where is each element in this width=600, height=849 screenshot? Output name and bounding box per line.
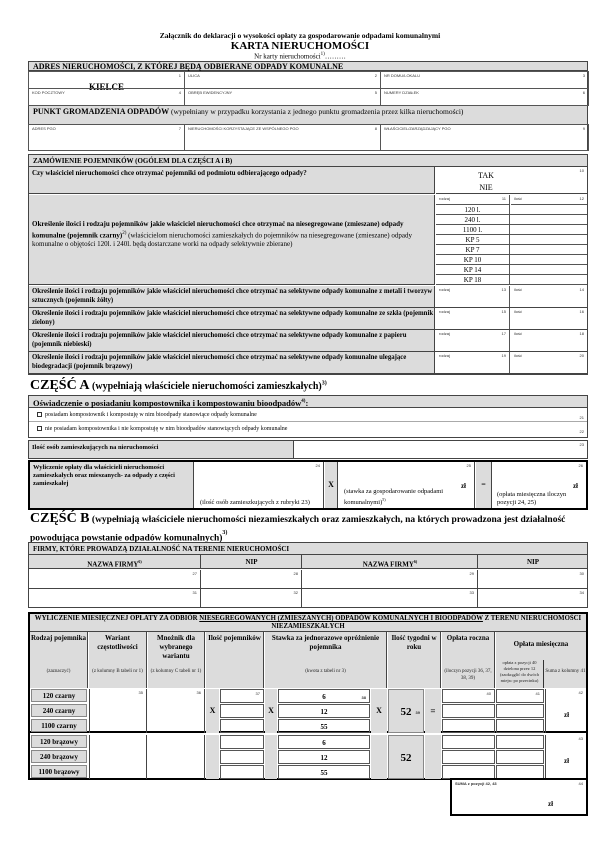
selective-container-list xyxy=(29,286,587,374)
equals-sign xyxy=(425,735,441,779)
multiply-sign xyxy=(206,735,219,779)
multiply-sign xyxy=(371,735,387,779)
calc-table-header xyxy=(30,632,586,688)
house-number-field[interactable]: NR DOMU/LOKALU 3 xyxy=(380,71,589,89)
column-header: Ilość pojemników xyxy=(206,632,264,688)
multiply-sign: X xyxy=(325,462,338,508)
container-count-field[interactable] xyxy=(220,704,264,718)
rate-value: 12 xyxy=(278,750,370,764)
nip-field[interactable]: 32 xyxy=(202,589,302,608)
black-size-row xyxy=(436,225,587,235)
annual-fee-field[interactable] xyxy=(442,750,495,764)
rate-field[interactable]: 25 zł (stawka za gospodarowanie odpadami komunalnymi)$^{5)}$ xyxy=(339,462,475,508)
container-type-option[interactable]: 240 czarny xyxy=(31,704,87,717)
size-option[interactable]: 240 l. xyxy=(436,215,510,225)
part-a-heading: CZĘŚĆ A (wypełniają właściciele nieruchomości zamieszkałych)$^{3)}$ xyxy=(30,378,327,393)
card-number-label: Nr karty nieruchomości xyxy=(254,52,321,61)
column-header: Opłata miesięczna opłata z pozycji 40 dzielona przez 12 (zaokrąglić do dwóch miejsc po przecinku) Suma z kolumny 41 xyxy=(496,632,586,688)
cadastral-district-field[interactable]: OBRĘB EWIDENCYJNY 5 xyxy=(184,88,381,106)
monthly-fee-field[interactable] xyxy=(496,765,544,779)
type-field[interactable]: rodzaj 13 xyxy=(436,286,510,307)
black-size-row xyxy=(436,235,587,245)
weeks-value: 52 xyxy=(388,735,424,779)
multiply-sign: X xyxy=(371,689,387,733)
card-number-value[interactable]: ……… xyxy=(324,52,346,61)
monthly-fee-field[interactable] xyxy=(496,735,544,749)
quantity-field[interactable] xyxy=(511,225,587,235)
nip-field[interactable]: 28 xyxy=(202,570,302,589)
pgo-address-field[interactable]: ADRES PGO 7 xyxy=(28,124,185,151)
container-count-field[interactable] xyxy=(220,719,264,733)
firm-name-field[interactable]: 31 xyxy=(29,589,201,608)
black-size-row xyxy=(436,205,587,215)
container-order-section xyxy=(28,154,588,375)
container-question: Czy właściciel nieruchomości chce otrzymać pojemniki od podmiotu odbierającego odpady? xyxy=(29,167,435,194)
firm-name-field[interactable]: 33 xyxy=(303,589,478,608)
quantity-field[interactable] xyxy=(511,275,587,285)
rate-value: 55 xyxy=(278,765,370,779)
black-size-row xyxy=(436,265,587,275)
monthly-fee-field[interactable] xyxy=(496,750,544,764)
equals-sign: = xyxy=(425,689,441,733)
size-option[interactable]: KP 10 xyxy=(436,255,510,265)
multiply-sign: X xyxy=(265,689,277,733)
monthly-sum-field[interactable]: 43 zł xyxy=(545,735,586,779)
persons-label-cell: Ilość osób zamieszkujących na nieruchomości xyxy=(29,441,294,458)
order-section-title: ZAMÓWIENIE POJEMNIKÓW (OGÓLEM DLA CZĘŚCI A i B) xyxy=(29,155,587,167)
monthly-fee-field[interactable] xyxy=(496,704,544,718)
nip-field[interactable]: 34 xyxy=(579,590,584,595)
black-size-row xyxy=(436,255,587,265)
black-size-list xyxy=(436,205,587,285)
option-yes[interactable]: TAK xyxy=(478,171,494,180)
quantity-field[interactable] xyxy=(511,235,587,245)
city-field[interactable]: 1 KIELCE xyxy=(28,71,185,89)
quantity-field[interactable] xyxy=(511,265,587,275)
quantity-field[interactable] xyxy=(511,205,587,215)
firms-section xyxy=(28,542,588,608)
firm-name-field[interactable]: 29 xyxy=(303,570,478,589)
black-size-row xyxy=(436,215,587,225)
persons-field[interactable]: 23 xyxy=(579,442,584,447)
container-count-field[interactable] xyxy=(220,750,264,764)
black-size-row xyxy=(436,275,587,285)
black-container-grid: rodzaj 11 ilość 12 120 l. 240 l. 1100 l. KP 5 KP 7 KP 10 KP 14 KP 18 xyxy=(436,195,587,285)
container-type-option[interactable]: 120 czarny xyxy=(31,689,87,702)
checkbox-icon[interactable] xyxy=(37,412,42,417)
calc-table-title: WYLICZENIE MIESIĘCZNEJ OPŁATY ZA ODBIÓR NIESEGREGOWANYCH (ZMIESZANYCH) ODPADÓW KOMUNALNYCH I BIOODPADÓW Z TERENU NIERUCHOMOŚCI NIEZAMIESZKAŁYCH xyxy=(30,614,586,632)
frequency-variant-field[interactable] xyxy=(89,735,147,779)
persons-count-field[interactable]: 24 (ilość osób zamieszkujących z rubryki 23) xyxy=(195,462,324,508)
container-type-option[interactable]: 120 brązowy xyxy=(31,735,87,748)
frequency-variant-field[interactable]: 35 xyxy=(89,689,147,733)
quantity-field[interactable] xyxy=(511,215,587,225)
size-option[interactable]: 120 l. xyxy=(436,205,510,215)
quantity-field[interactable] xyxy=(511,245,587,255)
compost-option-yes[interactable]: posiadam kompostownik i kompostuję w nim bioodpady stanowiące odpady komunalne 21 xyxy=(29,408,587,422)
annual-fee-field[interactable] xyxy=(442,704,495,718)
persons-row xyxy=(28,440,588,459)
non-residential-calc-table xyxy=(28,612,588,780)
size-option[interactable]: KP 14 xyxy=(436,265,510,275)
firms-header-row: NAZWA FIRMY$^{6)}$ NIP NAZWA FIRMY$^{6)}$ NIP xyxy=(29,555,587,569)
address-section xyxy=(28,61,588,151)
black-size-row xyxy=(436,245,587,255)
container-count-field[interactable]: 37 xyxy=(220,689,264,703)
city-value: KIELCE xyxy=(89,82,125,92)
quantity-field[interactable]: ilość 16 xyxy=(514,309,584,314)
weeks-value: 52 39 xyxy=(388,689,424,733)
total-sum-field[interactable]: SUMA z pozycji 42, 43 44 zł xyxy=(450,778,588,816)
pgo-shared-properties-field[interactable]: NIERUCHOMOŚCI KORZYSTAJĄCE ZE WSPÓLNEGO PGO 8 xyxy=(184,124,381,151)
compost-option-no[interactable]: nie posiadam kompostownika i nie kompostuję w nim bioodpadów stanowiących odpady komunalne 22 xyxy=(29,422,587,436)
multiplier-field[interactable]: 36 xyxy=(148,689,205,733)
checkbox-icon[interactable] xyxy=(37,426,42,431)
black-container-description: Określenie ilości i rodzaju pojemników jakie właściciel nieruchomości chce otrzymać na niesegregowane (zmieszane) odpady komunalne (pojemnik czarny)$^{2)}$ (właścicielom nieruchomości zamieszkałych do pojemników na niesegregowane (zmieszane) odpady komunalne o objętości 120l. i 240l. będą dostarczane worki na odpady selektywnie zbierane) xyxy=(29,195,435,285)
pgo-section-title: PUNKT GROMADZENIA ODPADÓW (wypełniany w przypadku korzystania z jednego punktu gromadzenia przez kilka nieruchomości) xyxy=(29,106,587,124)
size-option[interactable]: KP 18 xyxy=(436,275,510,285)
document-title: KARTA NIERUCHOMOŚCI xyxy=(230,40,370,52)
multiply-sign: X xyxy=(206,689,219,733)
option-no[interactable]: NIE xyxy=(479,183,493,192)
monthly-fee-field[interactable]: 26 zł (opłata miesięczna iloczyn pozycji 24, 25) xyxy=(497,463,583,506)
size-option[interactable]: KP 5 xyxy=(436,235,510,245)
street-field[interactable]: ULICA 2 xyxy=(184,71,381,89)
firm-row xyxy=(29,589,587,608)
container-count-field[interactable] xyxy=(220,735,264,749)
postal-code-field[interactable]: KOD POCZTOWY 4 xyxy=(28,88,185,106)
monthly-sum-field[interactable]: 42 zł xyxy=(545,689,586,733)
multiplier-field[interactable] xyxy=(148,735,205,779)
fee-calculation-row xyxy=(28,460,588,510)
rate-value: 55 xyxy=(278,719,370,733)
pgo-owner-field[interactable]: WŁAŚCICIEL/ZARZĄDZAJĄCY PGO 9 xyxy=(380,124,589,151)
rate-value: 12 xyxy=(278,704,370,718)
multiply-sign xyxy=(265,735,277,779)
container-group xyxy=(30,735,586,779)
quantity-field[interactable]: ilość 14 xyxy=(514,287,584,292)
card-number xyxy=(0,52,600,60)
selective-container-row: Określenie ilości i rodzaju pojemników jakie właściciel nieruchomości chce otrzymać na selektywne odpady komunalne z papieru (pojemnik niebieski) rodzaj 17 ilość 18 xyxy=(29,330,587,352)
rate-value: 6 xyxy=(278,735,370,749)
selective-container-row: Określenie ilości i rodzaju pojemników jakie właściciel nieruchomości chce otrzymać na selektywne odpady komunalne ulegające biodegradacji (pojemnik brązowy) rodzaj 19 ilość 20 xyxy=(29,352,587,374)
part-b-heading: CZĘŚĆ B (wypełniają właściciele nieruchomości niezamieszkałych oraz zamieszkałych, na których prowadzona jest działalność powodująca powstanie odpadów komunalnych)$^{3)}$ xyxy=(30,511,566,544)
firms-title: FIRMY, KTÓRE PROWADZĄ DZIAŁALNOŚĆ NA TERENIE NIERUCHOMOŚCI xyxy=(29,543,587,555)
type-field[interactable]: rodzaj 15 xyxy=(436,308,510,329)
firms-rows xyxy=(29,570,587,608)
fee-calc-label-cell: Wyliczenie opłaty dla właścicieli nieruchomości zamieszkałych oraz mieszanych- za odpady z części zamieszkałej xyxy=(30,462,194,508)
type-field[interactable]: rodzaj 17 xyxy=(436,330,510,351)
annual-fee-field[interactable] xyxy=(442,765,495,779)
type-field[interactable]: rodzaj 19 xyxy=(436,352,510,373)
column-header: Mnożnik dla wybranego wariantu (z kolumny C tabeli nr 1) xyxy=(148,632,205,688)
firm-row xyxy=(29,570,587,589)
equals-sign: = xyxy=(476,462,492,508)
quantity-field[interactable] xyxy=(511,255,587,265)
footnote-ref: 1) xyxy=(320,52,325,57)
size-option[interactable]: 1100 l. xyxy=(436,225,510,235)
container-type-option[interactable]: 1100 brązowy xyxy=(31,765,87,778)
compost-title: Oświadczenie o posiadaniu kompostownika i kompostowaniu bioodpadów$^{4)}$: xyxy=(29,396,587,408)
calc-table-body xyxy=(30,689,586,779)
firm-name-field[interactable]: 27 xyxy=(29,570,201,589)
document-subtitle: Załącznik do deklaracji o wysokości opłaty za gospodarowanie odpadami komunalnymi xyxy=(159,31,441,40)
rate-value: 6 38 xyxy=(278,689,370,703)
monthly-fee-field[interactable] xyxy=(496,719,544,733)
container-count-field[interactable] xyxy=(220,765,264,779)
selective-container-row: Określenie ilości i rodzaju pojemników jakie właściciel nieruchomości chce otrzymać na selektywne odpady komunalne ze szkła (pojemnik zielony) rodzaj 15 ilość 16 xyxy=(29,308,587,330)
column-header: Stawka za jednorazowe opróżnienie pojemnika (kwota z tabeli nr 3) xyxy=(265,632,387,688)
size-option[interactable]: KP 7 xyxy=(436,245,510,255)
column-header: Wariant częstotliwości (z kolumny B tabeli nr 1) xyxy=(89,632,147,688)
column-header: Opłata roczna (iloczyn pozycji 36, 37, 38, 39) xyxy=(442,632,495,688)
yes-no-field[interactable]: 10 TAK NIE xyxy=(436,167,587,194)
address-section-title: ADRES NIERUCHOMOŚCI, Z KTÓREJ BĘDĄ ODBIERANE ODPADY KOMUNALNE xyxy=(29,62,587,71)
compost-section xyxy=(28,395,588,438)
monthly-fee-field[interactable]: 41 xyxy=(496,689,544,703)
nip-field[interactable]: 30 xyxy=(579,571,584,576)
plot-numbers-field[interactable]: NUMERY DZIAŁEK 6 xyxy=(380,88,589,106)
column-header: Rodzaj pojemnika (zaznaczyć) xyxy=(30,632,88,688)
quantity-field[interactable]: ilość 20 xyxy=(514,353,584,358)
annual-fee-field[interactable] xyxy=(442,719,495,733)
container-group xyxy=(30,689,586,733)
container-type-option[interactable]: 240 brązowy xyxy=(31,750,87,763)
annual-fee-field[interactable]: 40 xyxy=(442,689,495,703)
annual-fee-field[interactable] xyxy=(442,735,495,749)
column-header: Ilość tygodni w roku xyxy=(388,632,441,688)
selective-container-row: Określenie ilości i rodzaju pojemników jakie właściciel nieruchomości chce otrzymać na selektywne odpady komunalne z metali i tworzyw sztucznych (pojemnik żółty) rodzaj 13 ilość 14 xyxy=(29,286,587,308)
container-type-option[interactable]: 1100 czarny xyxy=(31,719,87,732)
quantity-field[interactable]: ilość 18 xyxy=(514,331,584,336)
